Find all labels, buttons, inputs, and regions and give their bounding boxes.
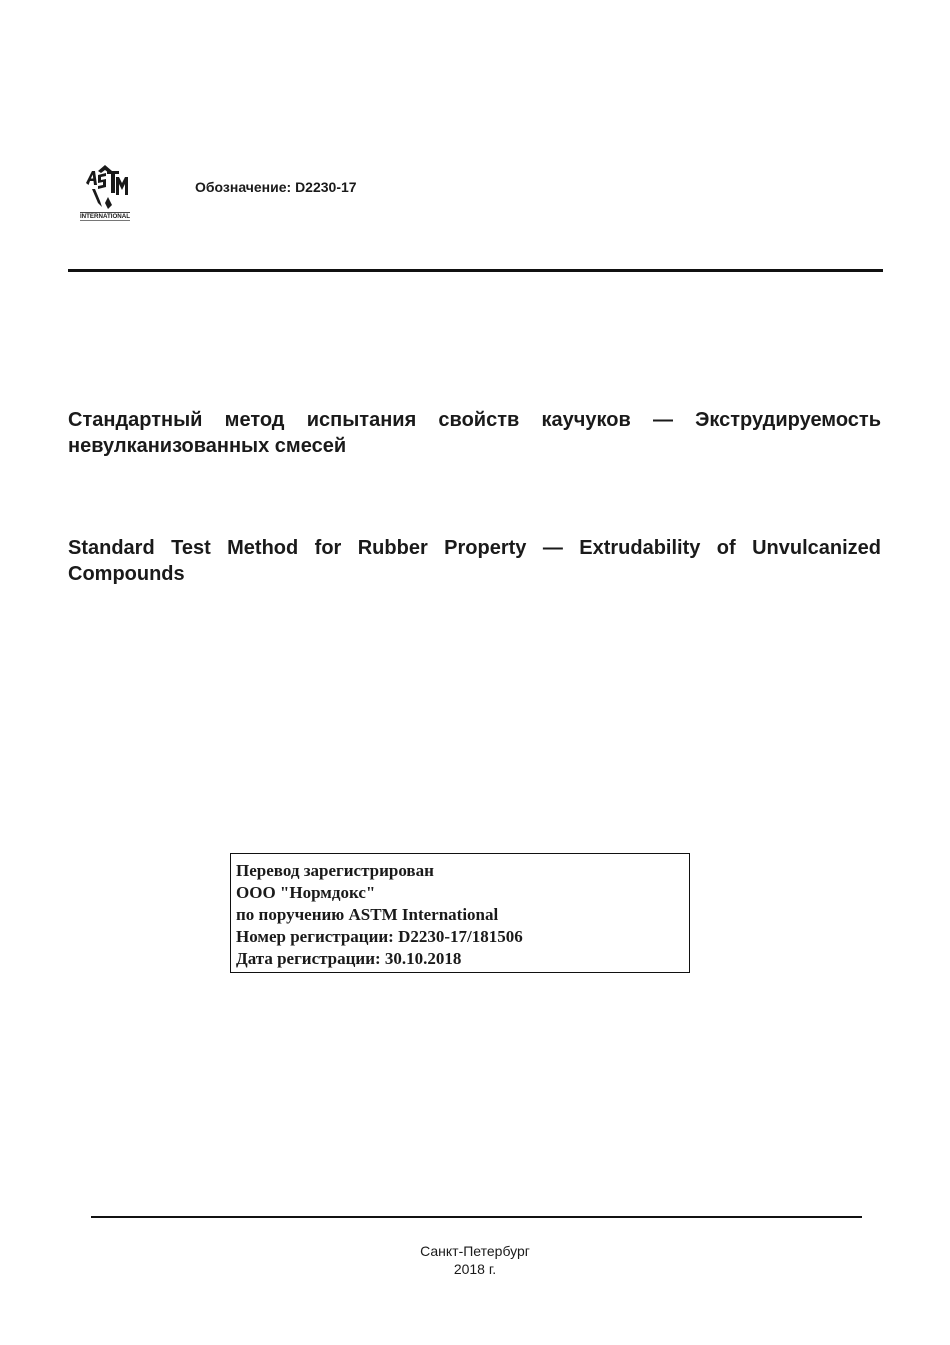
imprint-year: 2018 г.: [453, 1261, 497, 1277]
astm-logo-mark: [78, 163, 132, 223]
svg-text:INTERNATIONAL: INTERNATIONAL: [79, 213, 131, 220]
registration-line: Перевод зарегистрирован: [236, 861, 434, 880]
footer-divider: [91, 1216, 862, 1218]
document-title-english: Standard Test Method for Rubber Property — Extrudability of Unvulcanized Compounds: [68, 537, 881, 585]
registration-line: по поручению ASTM International: [236, 905, 499, 924]
document-designation: Обозначение: D2230-17: [195, 179, 357, 195]
astm-logo: [78, 163, 132, 223]
document-title-russian: Стандартный метод испытания свойств каучуков — Экструдируемость невулканизованных смесей: [68, 409, 881, 457]
imprint-city: Санкт-Петербург: [420, 1243, 530, 1259]
registration-line: ООО "Нормдокс": [236, 883, 376, 902]
registration-date: Дата регистрации: 30.10.2018: [236, 949, 462, 968]
registration-number: Номер регистрации: D2230-17/181506: [236, 927, 523, 946]
header-divider: [68, 269, 883, 272]
registration-stamp-box: [230, 853, 690, 973]
